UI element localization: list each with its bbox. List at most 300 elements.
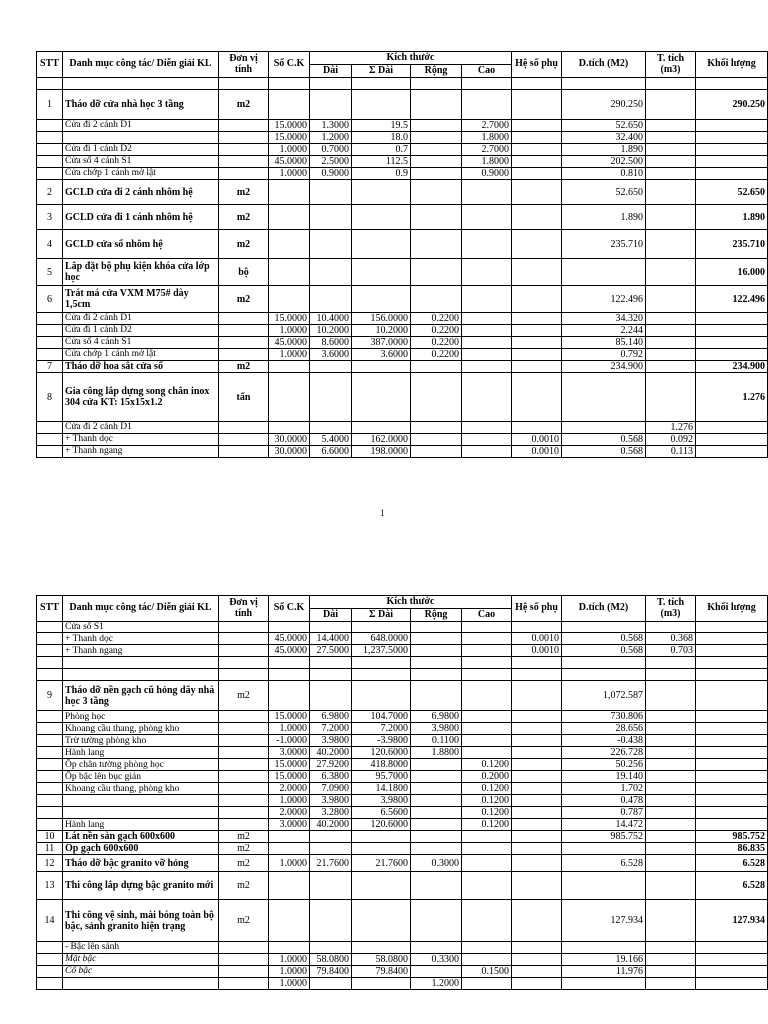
cell-ck: 3.0000 [269, 819, 310, 831]
cell-coefficient [512, 831, 562, 843]
cell-stt [37, 434, 63, 446]
cell-area: 0.792 [562, 349, 646, 361]
cell-area: 28.656 [562, 723, 646, 735]
cell-volume [646, 120, 696, 132]
cell-quantity [696, 622, 768, 633]
cell-length: 79.8400 [310, 965, 352, 977]
cell-coefficient [512, 747, 562, 759]
work-item-row [37, 180, 768, 205]
cell-area [562, 622, 646, 633]
cell-quantity [696, 747, 768, 759]
header-unit: Đơn vị tính [219, 596, 269, 622]
cell-volume [646, 759, 696, 771]
cell-width [411, 180, 462, 205]
cell-ck [269, 657, 310, 669]
cell-volume [646, 669, 696, 681]
cell-width [411, 434, 462, 446]
cell-length: 14.4000 [310, 633, 352, 645]
table-body-page1 [37, 78, 768, 458]
cell-height [462, 872, 512, 900]
cell-unit [219, 759, 269, 771]
cell-unit: m2 [219, 286, 269, 313]
cell-stt [37, 942, 63, 953]
cell-length: 58.0800 [310, 953, 352, 965]
cell-sum-length: 19.5 [352, 120, 411, 132]
cell-description: + Thanh dọc [63, 633, 219, 645]
cell-width: 0.2200 [411, 337, 462, 349]
work-item-row [37, 855, 768, 872]
cell-height [462, 657, 512, 669]
cell-coefficient [512, 819, 562, 831]
cell-sum-length [352, 900, 411, 942]
cell-height [462, 843, 512, 855]
cell-area: 1,072.587 [562, 681, 646, 711]
cell-stt [37, 977, 63, 989]
header-stt: STT [37, 596, 63, 622]
cell-length [310, 681, 352, 711]
cell-sum-length: 3.9800 [352, 795, 411, 807]
cell-length: 3.9800 [310, 795, 352, 807]
cell-length [310, 230, 352, 259]
cell-coefficient [512, 771, 562, 783]
cell-volume [646, 771, 696, 783]
cell-unit [219, 711, 269, 723]
cell-area: 0.568 [562, 633, 646, 645]
cell-height [462, 735, 512, 747]
cell-length [310, 422, 352, 434]
cell-sum-length [352, 230, 411, 259]
cell-width: 0.2200 [411, 325, 462, 337]
cell-volume [646, 965, 696, 977]
detail-row [37, 783, 768, 795]
cell-description: Khoang cầu thang, phòng kho [63, 723, 219, 735]
cell-ck: 15.0000 [269, 711, 310, 723]
cell-ck: 1.0000 [269, 144, 310, 156]
cell-height [462, 855, 512, 872]
cell-ck [269, 259, 310, 286]
cell-volume [646, 723, 696, 735]
cell-sum-length [352, 831, 411, 843]
cell-coefficient [512, 900, 562, 942]
cell-coefficient [512, 843, 562, 855]
cell-area [562, 657, 646, 669]
page-number: 1 [380, 508, 385, 518]
cell-coefficient [512, 120, 562, 132]
cell-width: 0.3300 [411, 953, 462, 965]
cell-description: Ốp gạch 600x600 [63, 843, 219, 855]
cell-description: Thi công lắp dựng bậc granito mới [63, 872, 219, 900]
cell-height [462, 747, 512, 759]
cell-height [462, 723, 512, 735]
cell-area: 6.528 [562, 855, 646, 872]
cell-unit [219, 313, 269, 325]
quantity-table-page1 [36, 51, 768, 458]
cell-height [462, 337, 512, 349]
cell-sum-length: 1,237.5000 [352, 645, 411, 657]
cell-ck [269, 422, 310, 434]
header-length: Dài [310, 609, 352, 622]
work-item-row [37, 361, 768, 373]
cell-coefficient: 0.0010 [512, 645, 562, 657]
cell-stt: 8 [37, 373, 63, 422]
cell-height: 1.8000 [462, 156, 512, 168]
cell-description: Khoang cầu thang, phòng kho [63, 783, 219, 795]
cell-height [462, 900, 512, 942]
cell-stt [37, 669, 63, 681]
cell-description: Thi công vệ sinh, mài bóng toàn bộ bậc, sảnh granito hiện trạng [63, 900, 219, 942]
cell-quantity [696, 711, 768, 723]
detail-row [37, 168, 768, 180]
cell-sum-length [352, 90, 411, 120]
cell-quantity [696, 120, 768, 132]
cell-unit: tấn [219, 373, 269, 422]
cell-coefficient [512, 681, 562, 711]
cell-area: 0.568 [562, 434, 646, 446]
cell-quantity [696, 78, 768, 90]
cell-height [462, 349, 512, 361]
cell-length: 27.5000 [310, 645, 352, 657]
cell-volume [646, 783, 696, 795]
cell-unit [219, 120, 269, 132]
cell-sum-length: 162.0000 [352, 434, 411, 446]
cell-length: 6.3800 [310, 771, 352, 783]
cell-length: 0.7000 [310, 144, 352, 156]
cell-unit: m2 [219, 872, 269, 900]
cell-stt [37, 657, 63, 669]
header-sum-length: Σ Dài [352, 609, 411, 622]
cell-width [411, 942, 462, 953]
cell-length [310, 205, 352, 230]
cell-description: Phòng học [63, 711, 219, 723]
work-item-row [37, 205, 768, 230]
cell-width [411, 446, 462, 458]
cell-quantity: 52.650 [696, 180, 768, 205]
header-dimensions: Kích thước [310, 596, 512, 609]
detail-row [37, 735, 768, 747]
cell-stt [37, 313, 63, 325]
cell-height [462, 669, 512, 681]
header-quantity: Khối lượng [696, 596, 768, 622]
cell-length [310, 90, 352, 120]
cell-height [462, 942, 512, 953]
cell-ck [269, 90, 310, 120]
detail-row [37, 120, 768, 132]
cell-quantity [696, 633, 768, 645]
cell-unit [219, 422, 269, 434]
cell-height [462, 434, 512, 446]
cell-coefficient: 0.0010 [512, 434, 562, 446]
cell-height [462, 422, 512, 434]
cell-height [462, 645, 512, 657]
cell-length: 6.6000 [310, 446, 352, 458]
cell-length: 1.2000 [310, 132, 352, 144]
header-width: Rộng [411, 65, 462, 78]
cell-area [562, 373, 646, 422]
cell-sum-length [352, 669, 411, 681]
cell-area: 234.900 [562, 361, 646, 373]
cell-coefficient [512, 337, 562, 349]
cell-volume [646, 90, 696, 120]
cell-area [562, 942, 646, 953]
cell-width [411, 259, 462, 286]
header-volume: T. tích (m3) [646, 596, 696, 622]
cell-width [411, 872, 462, 900]
cell-ck: 1.0000 [269, 723, 310, 735]
cell-quantity: 16.000 [696, 259, 768, 286]
cell-length: 3.2800 [310, 807, 352, 819]
cell-unit [219, 783, 269, 795]
cell-height [462, 711, 512, 723]
detail-row [37, 723, 768, 735]
cell-length: 5.4000 [310, 434, 352, 446]
cell-unit [219, 325, 269, 337]
cell-sum-length [352, 681, 411, 711]
cell-stt: 9 [37, 681, 63, 711]
cell-coefficient [512, 965, 562, 977]
cell-sum-length [352, 361, 411, 373]
cell-description [63, 807, 219, 819]
cell-sum-length [352, 872, 411, 900]
cell-height: 0.1200 [462, 819, 512, 831]
cell-volume: 0.368 [646, 633, 696, 645]
cell-unit [219, 771, 269, 783]
cell-width: 6.9800 [411, 711, 462, 723]
cell-height [462, 953, 512, 965]
cell-area: 11.976 [562, 965, 646, 977]
header-volume: T. tích (m3) [646, 52, 696, 78]
cell-width [411, 361, 462, 373]
cell-volume [646, 953, 696, 965]
cell-unit [219, 735, 269, 747]
cell-description: Tháo dỡ cửa nhà học 3 tầng [63, 90, 219, 120]
cell-volume [646, 622, 696, 633]
cell-coefficient [512, 325, 562, 337]
cell-description: Cửa chớp 1 cánh mở lật [63, 168, 219, 180]
cell-quantity [696, 735, 768, 747]
cell-height [462, 831, 512, 843]
cell-quantity [696, 977, 768, 989]
work-item-row [37, 843, 768, 855]
blank-row [37, 78, 768, 90]
cell-ck: 30.0000 [269, 446, 310, 458]
cell-length: 1.3000 [310, 120, 352, 132]
detail-row [37, 771, 768, 783]
cell-length [310, 942, 352, 953]
cell-stt [37, 132, 63, 144]
work-item-row [37, 872, 768, 900]
blank-row [37, 669, 768, 681]
cell-width [411, 900, 462, 942]
cell-unit: bộ [219, 259, 269, 286]
cell-quantity [696, 783, 768, 795]
cell-ck: 45.0000 [269, 645, 310, 657]
cell-height: 0.1200 [462, 795, 512, 807]
cell-unit [219, 819, 269, 831]
cell-description: + Thanh ngang [63, 645, 219, 657]
cell-ck [269, 373, 310, 422]
cell-stt [37, 120, 63, 132]
header-description: Danh mục công tác/ Diễn giải KL [63, 52, 219, 78]
cell-height [462, 78, 512, 90]
cell-length [310, 361, 352, 373]
cell-volume [646, 180, 696, 205]
cell-stt [37, 337, 63, 349]
cell-description [63, 977, 219, 989]
table-body-page2 [37, 622, 768, 990]
cell-quantity: 290.250 [696, 90, 768, 120]
cell-sum-length: 7.2000 [352, 723, 411, 735]
cell-sum-length: 0.7 [352, 144, 411, 156]
cell-description: Hành lang [63, 819, 219, 831]
cell-quantity: 6.528 [696, 872, 768, 900]
cell-quantity [696, 819, 768, 831]
detail-row [37, 446, 768, 458]
detail-row [37, 965, 768, 977]
cell-description: GCLD cửa sổ nhôm hệ [63, 230, 219, 259]
cell-stt: 11 [37, 843, 63, 855]
cell-unit: m2 [219, 361, 269, 373]
cell-height: 0.1200 [462, 759, 512, 771]
cell-unit [219, 965, 269, 977]
cell-coefficient [512, 795, 562, 807]
cell-length: 10.4000 [310, 313, 352, 325]
cell-sum-length: 120.6000 [352, 747, 411, 759]
cell-area: 32.400 [562, 132, 646, 144]
cell-coefficient: 0.0010 [512, 633, 562, 645]
cell-coefficient [512, 759, 562, 771]
cell-unit [219, 132, 269, 144]
cell-quantity [696, 349, 768, 361]
cell-area: 2.244 [562, 325, 646, 337]
cell-coefficient [512, 373, 562, 422]
cell-width [411, 120, 462, 132]
header-quantity: Khối lượng [696, 52, 768, 78]
cell-sum-length: 3.6000 [352, 349, 411, 361]
cell-volume [646, 144, 696, 156]
cell-length [310, 180, 352, 205]
cell-volume: 0.703 [646, 645, 696, 657]
cell-height: 2.7000 [462, 120, 512, 132]
cell-length [310, 373, 352, 422]
cell-length [310, 843, 352, 855]
cell-unit [219, 168, 269, 180]
cell-volume [646, 735, 696, 747]
cell-coefficient [512, 807, 562, 819]
cell-width [411, 681, 462, 711]
detail-row [37, 633, 768, 645]
cell-area: 14.472 [562, 819, 646, 831]
cell-unit [219, 942, 269, 953]
cell-sum-length [352, 843, 411, 855]
cell-width [411, 965, 462, 977]
cell-unit: m2 [219, 900, 269, 942]
cell-ck: 1.0000 [269, 795, 310, 807]
cell-height: 0.2000 [462, 771, 512, 783]
cell-width [411, 156, 462, 168]
cell-coefficient [512, 180, 562, 205]
cell-coefficient [512, 723, 562, 735]
detail-row [37, 434, 768, 446]
cell-sum-length: 10.2000 [352, 325, 411, 337]
cell-ck [269, 230, 310, 259]
cell-description [63, 78, 219, 90]
cell-stt: 14 [37, 900, 63, 942]
cell-height: 0.1500 [462, 965, 512, 977]
cell-description: Gia công lắp dựng song chắn inox 304 cửa KT: 15x15x1.2 [63, 373, 219, 422]
cell-quantity: 985.752 [696, 831, 768, 843]
cell-width [411, 78, 462, 90]
cell-quantity [696, 132, 768, 144]
blank-row [37, 657, 768, 669]
cell-length [310, 831, 352, 843]
cell-quantity: 1.276 [696, 373, 768, 422]
cell-height [462, 259, 512, 286]
cell-description: + Thanh dọc [63, 434, 219, 446]
cell-area: 202.500 [562, 156, 646, 168]
cell-description: + Thanh ngang [63, 446, 219, 458]
cell-quantity [696, 953, 768, 965]
detail-row [37, 819, 768, 831]
cell-ck: 15.0000 [269, 759, 310, 771]
cell-height [462, 373, 512, 422]
cell-unit: m2 [219, 831, 269, 843]
cell-width: 3.9800 [411, 723, 462, 735]
cell-unit: m2 [219, 855, 269, 872]
cell-stt: 2 [37, 180, 63, 205]
cell-coefficient: 0.0010 [512, 446, 562, 458]
cell-area: 127.934 [562, 900, 646, 942]
detail-row [37, 645, 768, 657]
cell-ck [269, 361, 310, 373]
cell-area: 0.787 [562, 807, 646, 819]
cell-area [562, 422, 646, 434]
cell-stt: 7 [37, 361, 63, 373]
detail-row [37, 325, 768, 337]
cell-description: Hành lang [63, 747, 219, 759]
cell-stt: 1 [37, 90, 63, 120]
cell-sum-length: 418.8000 [352, 759, 411, 771]
cell-stt [37, 771, 63, 783]
cell-description: Cửa sổ S1 [63, 622, 219, 633]
cell-description: Cổ bậc [63, 965, 219, 977]
cell-length: 7.0900 [310, 783, 352, 795]
cell-stt [37, 349, 63, 361]
cell-unit [219, 807, 269, 819]
cell-unit: m2 [219, 681, 269, 711]
cell-width [411, 90, 462, 120]
cell-sum-length: 112.5 [352, 156, 411, 168]
cell-height [462, 313, 512, 325]
cell-area: 235.710 [562, 230, 646, 259]
cell-stt [37, 633, 63, 645]
cell-quantity: 6.528 [696, 855, 768, 872]
cell-description: Cửa sổ 4 cánh S1 [63, 337, 219, 349]
cell-sum-length [352, 422, 411, 434]
cell-ck: 45.0000 [269, 337, 310, 349]
cell-area: 0.568 [562, 645, 646, 657]
cell-quantity [696, 168, 768, 180]
cell-ck: 1.0000 [269, 953, 310, 965]
cell-volume [646, 205, 696, 230]
cell-width [411, 819, 462, 831]
cell-description: - Bậc lên sảnh [63, 942, 219, 953]
cell-unit: m2 [219, 230, 269, 259]
cell-width [411, 633, 462, 645]
cell-unit [219, 78, 269, 90]
cell-ck [269, 942, 310, 953]
cell-ck [269, 681, 310, 711]
cell-quantity [696, 681, 768, 711]
